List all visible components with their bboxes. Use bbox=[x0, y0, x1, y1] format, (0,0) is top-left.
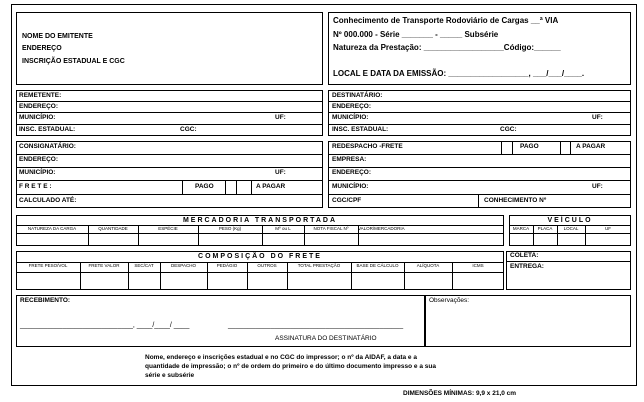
consignatario-endereco: ENDEREÇO: bbox=[19, 156, 59, 163]
destinatario-titulo: DESTINATÁRIO: bbox=[332, 92, 383, 99]
composicao-titulo: COMPOSIÇÃO DO FRETE bbox=[198, 253, 322, 260]
redespacho-uf: UF: bbox=[592, 183, 603, 190]
remetente-endereco: ENDEREÇO: bbox=[19, 103, 59, 110]
redespacho-titulo: REDESPACHO -FRETE bbox=[332, 143, 403, 150]
emitente-endereco: ENDEREÇO bbox=[22, 45, 62, 52]
redespacho-cgc-cpf: CGC/CPF bbox=[332, 197, 362, 204]
remetente-uf: UF: bbox=[275, 114, 286, 121]
composicao-col-0: FRETE PESO/VOL bbox=[28, 263, 68, 268]
recebimento-linha: _____________________________, ____/____/ ____ bbox=[20, 322, 190, 329]
mercadoria-col-5: NOTA FISCAL Nº bbox=[313, 226, 349, 231]
entrega-label: ENTREGA: bbox=[510, 263, 544, 270]
redespacho-a-pagar: A PAGAR bbox=[576, 143, 606, 150]
consignatario-frete: F R E T E : bbox=[19, 183, 52, 190]
composicao-col-9: ICMS bbox=[472, 263, 484, 268]
recebimento-titulo: RECEBIMENTO: bbox=[20, 297, 71, 304]
consignatario-titulo: CONSIGNATÁRIO: bbox=[19, 143, 76, 150]
mercadoria-col-3: PESO (Kg) bbox=[218, 226, 242, 231]
destinatario-uf: UF: bbox=[592, 114, 603, 121]
rodape-linha-2: quantidade de impressão; o nº de ordem do primeiro e do último documento impresso e a sua bbox=[145, 363, 436, 370]
remetente-municipio: MUNICÍPIO: bbox=[19, 114, 56, 121]
consignatario-municipio: MUNICÍPIO: bbox=[19, 169, 56, 176]
redespacho-municipio: MUNICÍPIO: bbox=[332, 183, 369, 190]
emitente-nome: NOME DO EMITENTE bbox=[22, 33, 93, 40]
consignatario-calculado: CALCULADO ATÉ: bbox=[19, 197, 77, 204]
dimensoes-minimas: DIMENSÕES MÍNIMAS: 9,9 x 21,0 cm bbox=[403, 390, 517, 397]
emitente-box bbox=[16, 12, 323, 85]
mercadoria-col-1: QUANTIDADE bbox=[98, 226, 128, 231]
consignatario-a-pagar: A PAGAR bbox=[256, 183, 286, 190]
mercadoria-titulo: MERCADORIA TRANSPORTADA bbox=[182, 217, 338, 224]
emitente-inscricao: INSCRIÇÃO ESTADUAL E CGC bbox=[22, 58, 125, 65]
redespacho-box bbox=[328, 141, 631, 208]
destinatario-endereco: ENDEREÇO: bbox=[332, 103, 372, 110]
mercadoria-col-2: ESPÉCIE bbox=[158, 226, 178, 231]
veiculo-col-3: UF bbox=[605, 226, 611, 231]
remetente-insc: INSC. ESTADUAL: bbox=[19, 126, 76, 133]
remetente-titulo: REMETENTE: bbox=[19, 92, 62, 99]
coleta-label: COLETA: bbox=[510, 252, 539, 259]
veiculo-col-0: MARCA bbox=[512, 226, 530, 231]
mercadoria-col-4: Mº ou L bbox=[275, 226, 291, 231]
composicao-col-1: FRETE VALOR bbox=[88, 263, 120, 268]
veiculo-col-1: PLACA bbox=[537, 226, 553, 231]
conhecimento-titulo: Conhecimento de Transporte Rodoviário de Cargas __ª VIA bbox=[333, 16, 559, 25]
observacoes-label: Observações: bbox=[429, 297, 470, 304]
destinatario-insc: INSC. ESTADUAL: bbox=[332, 126, 389, 133]
composicao-col-3: DESPACHO bbox=[171, 263, 196, 268]
assinatura-destinatario: ASSINATURA DO DESTINATÁRIO bbox=[275, 335, 377, 342]
conhecimento-numero: Nº 000.000 - Série _______ - _____ Subsérie bbox=[333, 30, 499, 39]
assinatura-linha: _____________________________________________ bbox=[228, 322, 404, 329]
mercadoria-col-6: VALOR/MERCADORIA bbox=[358, 226, 405, 231]
rodape-linha-1: Nome, endereço e inscrições estadual e no CGC do impressor; o nº da AIDAF, a data e a bbox=[145, 354, 417, 361]
rodape-linha-3: série e subsérie bbox=[145, 372, 195, 379]
composicao-col-2: SEC/CAT bbox=[134, 263, 154, 268]
veiculo-col-2: LOCAL bbox=[563, 226, 579, 231]
redespacho-empresa: EMPRESA: bbox=[332, 156, 367, 163]
destinatario-municipio: MUNICÍPIO: bbox=[332, 114, 369, 121]
composicao-col-8: ALÍQUOTA bbox=[416, 263, 440, 268]
composicao-col-4: PEDÁGIO bbox=[216, 263, 238, 268]
redespacho-endereco: ENDEREÇO: bbox=[332, 169, 372, 176]
mercadoria-col-0: NATUREZA DA CARGA bbox=[27, 226, 77, 231]
composicao-col-7: BASE DE CÁLCULO bbox=[356, 263, 399, 268]
local-data-emissao: LOCAL E DATA DA EMISSÃO: __________________, ___/___/____. bbox=[333, 69, 585, 78]
redespacho-pago: PAGO bbox=[520, 143, 539, 150]
consignatario-pago: PAGO bbox=[195, 183, 214, 190]
natureza-prestacao: Natureza da Prestação: __________________Código:______ bbox=[333, 43, 561, 52]
veiculo-titulo: VEÍCULO bbox=[547, 217, 593, 224]
redespacho-conhecimento: CONHECIMENTO Nº bbox=[484, 197, 547, 204]
composicao-col-6: TOTAL PRESTAÇÃO bbox=[297, 263, 341, 268]
remetente-cgc: CGC: bbox=[180, 126, 197, 133]
composicao-col-5: OUTROS bbox=[257, 263, 277, 268]
consignatario-uf: UF: bbox=[275, 169, 286, 176]
destinatario-cgc: CGC: bbox=[500, 126, 517, 133]
